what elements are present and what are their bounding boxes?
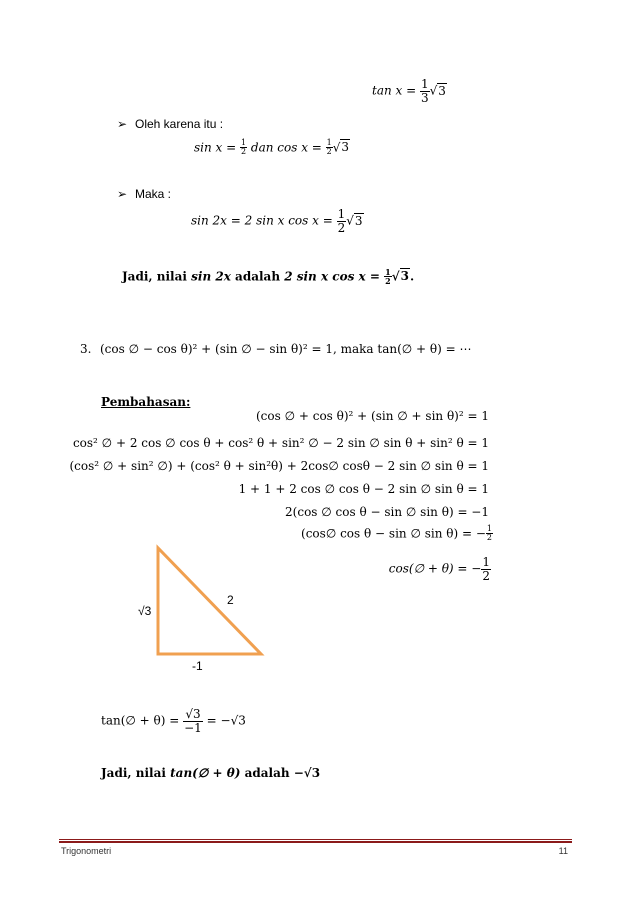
step-7-lhs: cos(∅ + θ) = −	[388, 561, 482, 576]
concl-mid: adalah	[230, 269, 285, 284]
triangle-side-label: √3	[138, 604, 152, 618]
concl-math1: sin 2x	[191, 269, 231, 284]
cos-fraction	[326, 139, 333, 157]
eq-sin2x-lhs: sin 2x = 2 sin x cos x =	[191, 213, 337, 228]
triangle-base-label: -1	[192, 659, 203, 673]
eq-tan-final	[101, 708, 246, 734]
frac-numerator: 1	[241, 138, 247, 147]
step-6-fraction	[486, 525, 493, 543]
frac-denominator: 2	[337, 220, 346, 235]
concl-pre: Jadi, nilai	[122, 269, 192, 284]
frac-numerator: 1	[385, 267, 391, 277]
problem-3	[80, 342, 472, 356]
step-7	[389, 556, 491, 582]
eq-dan-cos: dan cos x =	[247, 140, 326, 155]
frac-numerator: 1	[326, 138, 332, 147]
frac-numerator: 1	[486, 524, 492, 533]
arrow-bullet-icon: ➢	[117, 117, 128, 131]
sin2x-fraction	[337, 208, 347, 234]
eq-sin-lhs: sin x =	[194, 140, 240, 155]
right-triangle-diagram	[150, 540, 270, 665]
step-5: 2(cos ∅ cos θ − sin ∅ sin θ) = −1	[285, 505, 489, 519]
concl-pre: Jadi, nilai	[101, 766, 171, 780]
concl-mid: adalah	[240, 766, 294, 780]
step-6	[301, 525, 493, 543]
step-7-fraction	[481, 556, 491, 582]
eq-sin-2x: sin 2x = 2 sin x cos x = $\frac{1}{2}$ √3	[191, 207, 363, 235]
frac-denominator: 2	[326, 147, 332, 157]
frac-numerator: 1	[337, 207, 346, 221]
arrow-bullet-icon: ➢	[117, 187, 128, 201]
frac-numerator: √3	[183, 708, 203, 722]
bullet-text: Maka :	[135, 187, 172, 201]
concl-period: .	[409, 269, 415, 284]
tan-final-rhs: = −√3	[202, 713, 246, 728]
bullet-maka	[117, 187, 171, 201]
triangle-shape	[158, 548, 261, 654]
footer-title: Trigonometri	[61, 846, 112, 856]
step-1: (cos ∅ + cos θ)² + (sin ∅ + sin θ)² = 1	[256, 409, 489, 423]
eq-sin-cos: sin x = $\frac{1}{2}$ dan cos x = $\frac{1}{2}$ √3	[194, 138, 350, 157]
radicand: 3	[400, 269, 409, 284]
eq-tan-lhs: tan x =	[372, 83, 420, 98]
eq-tan-fraction	[420, 78, 430, 104]
tan-final-lhs: tan(∅ + θ) =	[101, 713, 184, 728]
page-number: 11	[558, 846, 568, 856]
frac-denominator: 2	[241, 147, 247, 157]
concl-math1: tan(∅ + θ)	[170, 766, 241, 780]
radicand: 3	[354, 213, 363, 228]
frac-denominator: −1	[184, 720, 202, 735]
concl-math2: −√3	[293, 766, 321, 780]
problem-number: 3.	[80, 342, 92, 356]
eq-tan-x: tan x = $\frac{1}{3}$ √3	[372, 77, 446, 105]
step-2: cos² ∅ + 2 cos ∅ cos θ + cos² θ + sin² ∅ − 2 sin ∅ sin θ + sin² θ = 1	[72, 436, 489, 450]
radicand: 3	[438, 83, 446, 98]
conclusion-sin2x: Jadi, nilai sin 2x adalah 2 sin x cos x = $\frac{1}{2}$ √3.	[122, 267, 415, 287]
conclusion-tan	[101, 766, 320, 780]
frac-numerator: 1	[420, 77, 429, 91]
problem-text: (cos ∅ − cos θ)² + (sin ∅ − sin θ)² = 1, maka tan(∅ + θ) = ⋯	[100, 342, 472, 356]
frac-denominator: 3	[420, 90, 429, 105]
step-6-lhs: (cos∅ cos θ − sin ∅ sin θ) = −	[301, 526, 486, 541]
radicand: 3	[341, 140, 350, 155]
triangle-hyp-label: 2	[227, 593, 234, 607]
frac-denominator: 2	[482, 568, 490, 583]
concl-fraction	[384, 268, 392, 286]
footer-divider	[59, 839, 572, 843]
tan-final-fraction	[183, 708, 203, 734]
frac-denominator: 2	[385, 276, 391, 287]
step-3: (cos² ∅ + sin² ∅) + (cos² θ + sin²θ) + 2cos∅ cosθ − 2 sin ∅ sin θ = 1	[69, 459, 489, 473]
step-4: 1 + 1 + 2 cos ∅ cos θ − 2 sin ∅ sin θ = 1	[238, 482, 489, 496]
pembahasan-heading: Pembahasan:	[101, 395, 191, 409]
concl-math2: 2 sin x cos x =	[284, 269, 385, 284]
bullet-text: Oleh karena itu :	[135, 117, 224, 131]
bullet-oleh-karena	[117, 117, 223, 131]
frac-numerator: 1	[482, 555, 490, 569]
frac-denominator: 2	[486, 533, 492, 543]
